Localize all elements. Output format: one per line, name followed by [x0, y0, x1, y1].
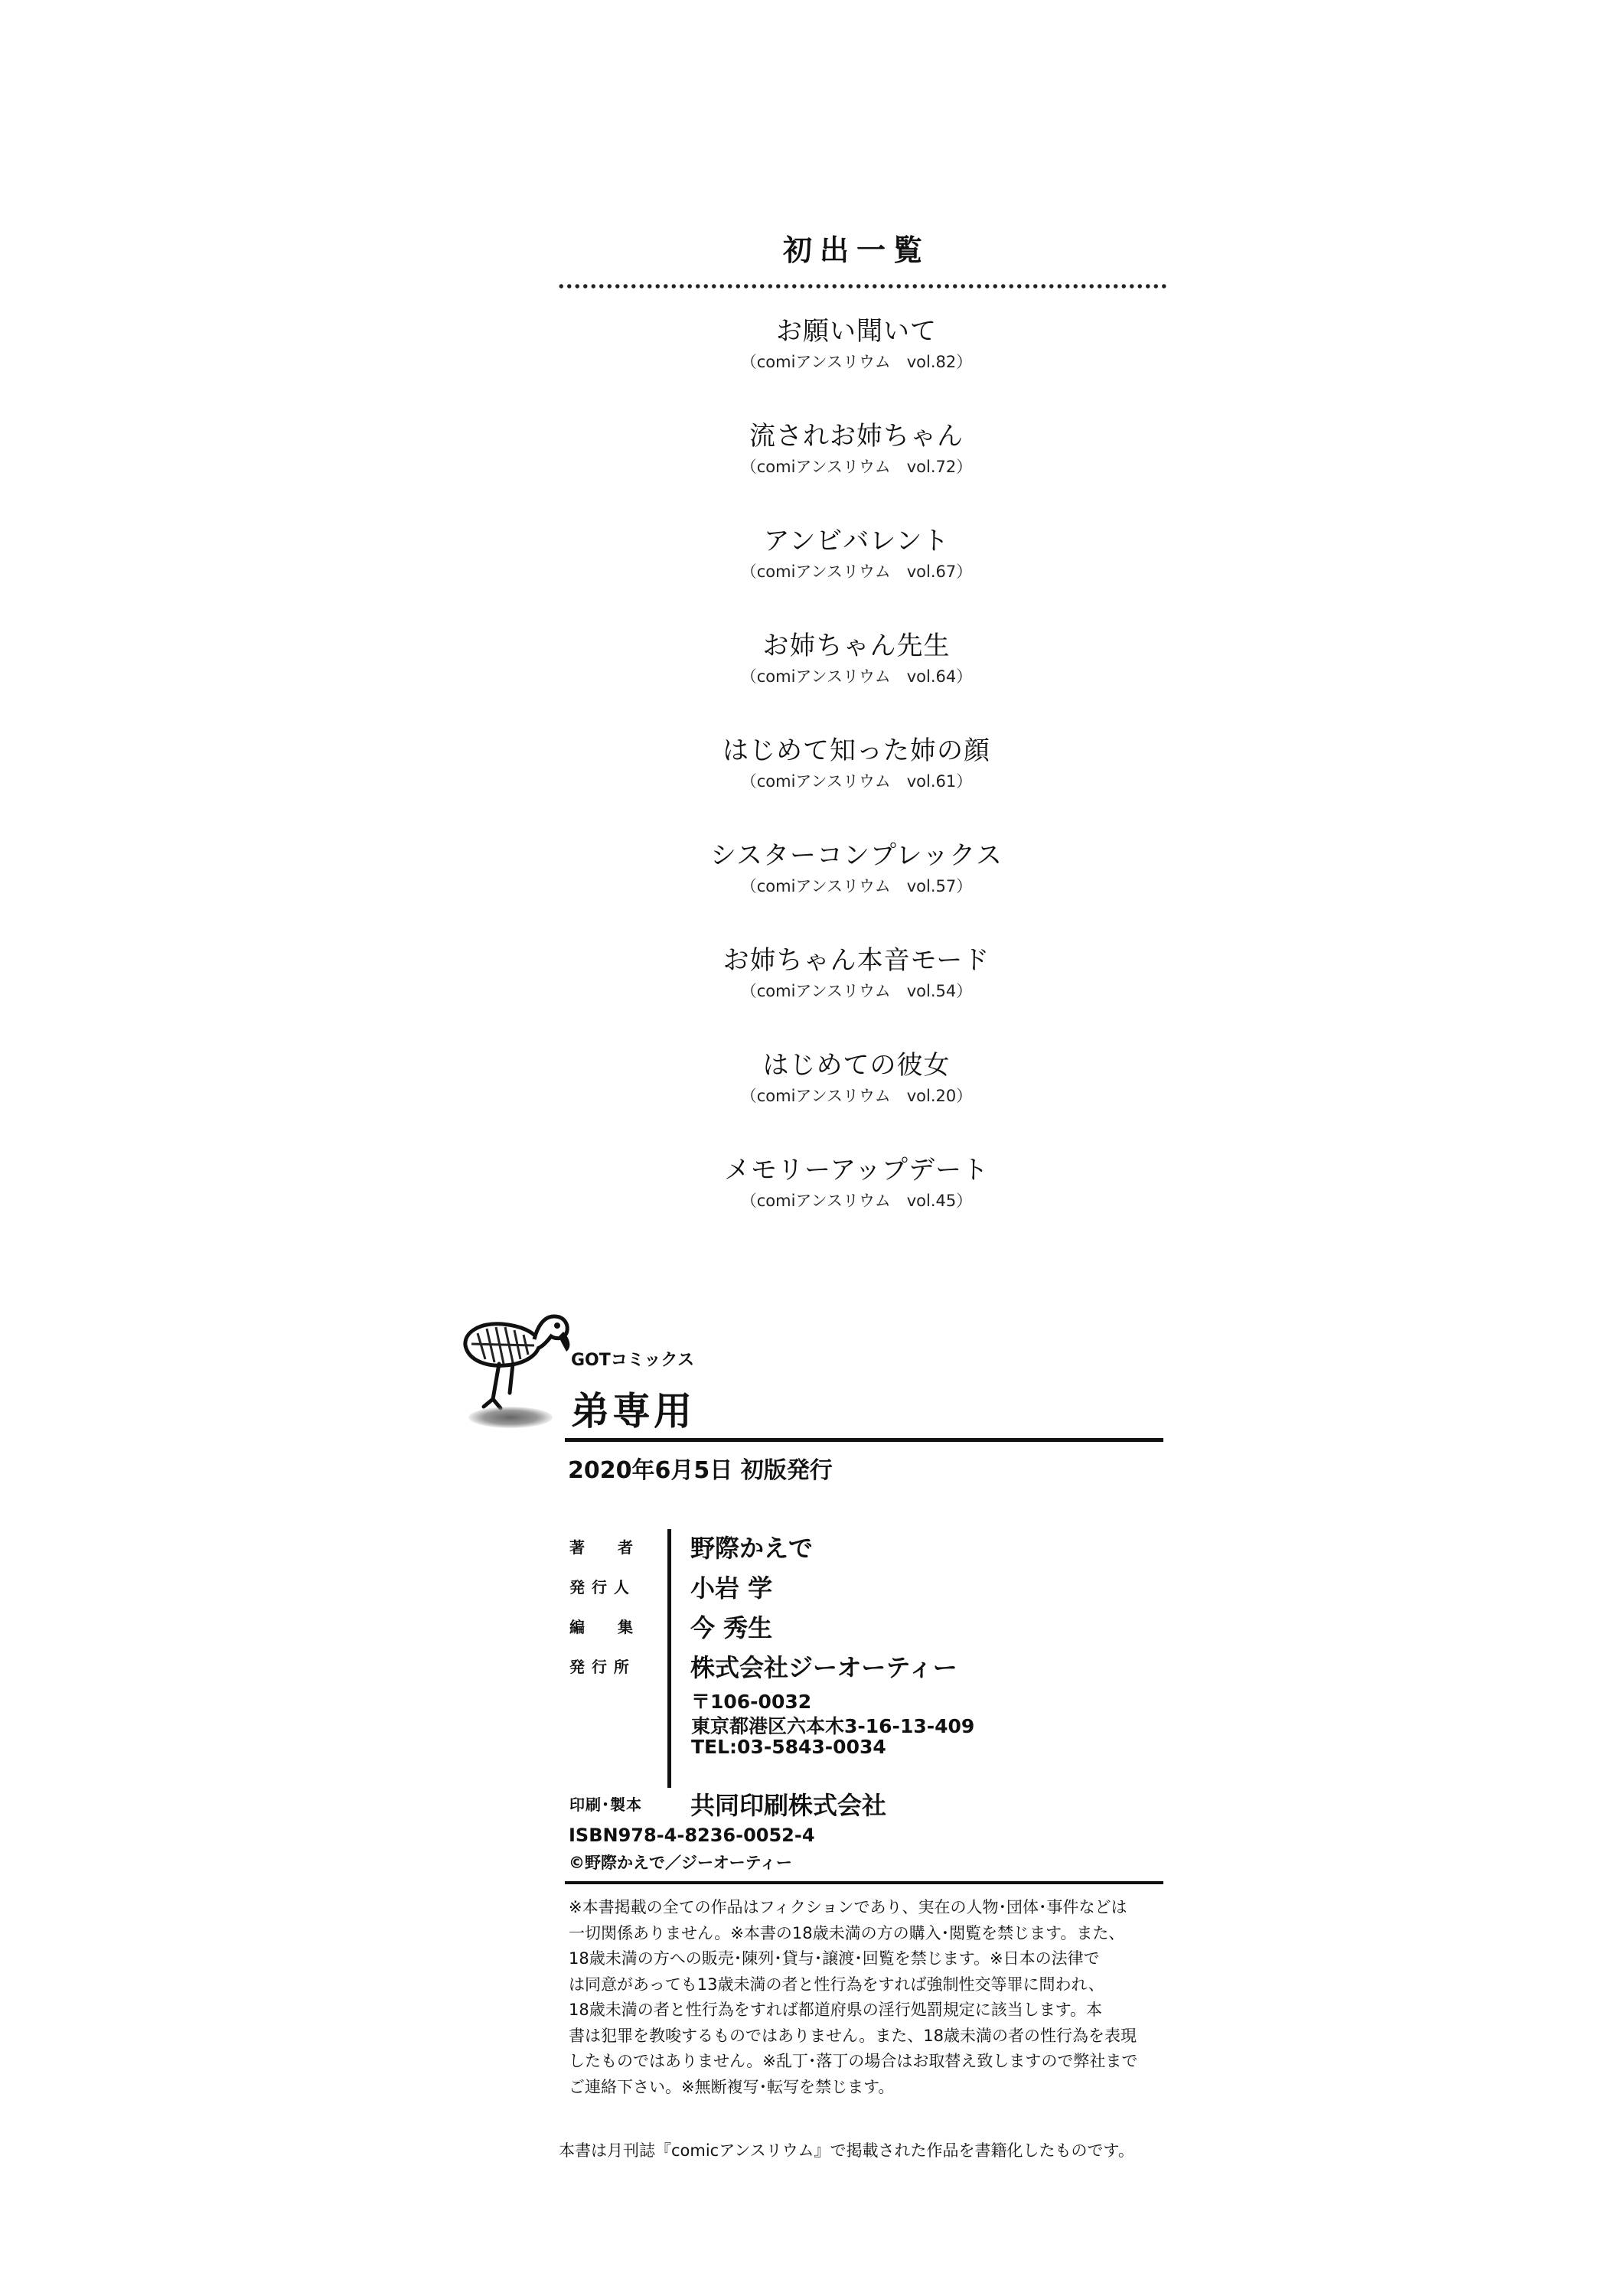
- notice-line: したものではありません。※乱丁･落丁の場合はお取替え致しますので弊社まで: [569, 2052, 1138, 2070]
- telephone: TEL:03-5843-0034: [691, 1736, 886, 1758]
- legal-notice: [569, 1895, 1181, 2100]
- credit-value: 今 秀生: [690, 1613, 773, 1642]
- footer-note: 本書は月刊誌『comicアンスリウム』で掲載された作品を書籍化したものです。: [559, 2141, 1134, 2160]
- first-appearance-item: [0, 312, 1618, 417]
- credit-key: 発 行 所: [569, 1658, 630, 1676]
- isbn: ISBN978-4-8236-0052-4: [569, 1825, 815, 1846]
- notice-line: は同意があっても13歳未満の者と性行為をすれば強制性交等罪に問われ、: [569, 1975, 1104, 1994]
- notice-line: 一切関係ありません。※本書の18歳未満の方の購入･閲覧を禁じます。また、: [569, 1923, 1125, 1942]
- credit-value: 株式会社ジーオーティー: [690, 1653, 957, 1682]
- story-source: （comiアンスリウム vol.61）: [740, 772, 973, 791]
- story-source: （comiアンスリウム vol.57）: [740, 877, 973, 895]
- notice-line: ※本書掲載の全ての作品はフィクションであり、実在の人物･団体･事件などは: [569, 1898, 1127, 1916]
- story-title: シスターコンプレックス: [710, 840, 1003, 871]
- notice-line: 書は犯罪を教唆するものではありません。また、18歳未満の者の性行為を表現: [569, 2026, 1137, 2045]
- book-title: 弟専用: [571, 1389, 695, 1433]
- first-appearance-item: [0, 417, 1618, 522]
- story-source: （comiアンスリウム vol.67）: [740, 563, 973, 581]
- first-appearance-item: [0, 522, 1618, 627]
- story-source: （comiアンスリウム vol.64）: [740, 667, 973, 686]
- first-appearances-list: [0, 312, 1618, 1256]
- story-source: （comiアンスリウム vol.45）: [740, 1192, 973, 1210]
- publication-date: 2020年6月5日 初版発行: [568, 1457, 833, 1484]
- credit-value: 野際かえで: [690, 1534, 814, 1563]
- credit-value: 小岩 学: [690, 1574, 773, 1603]
- story-title: アンビバレント: [763, 526, 950, 556]
- notice-line: 18歳未満の者と性行為をすれば都道府県の淫行処罰規定に該当します。本: [569, 2001, 1103, 2019]
- first-appearance-item: [0, 1151, 1618, 1256]
- story-source: （comiアンスリウム vol.20）: [740, 1087, 973, 1105]
- credit-value: 共同印刷株式会社: [690, 1791, 887, 1820]
- story-title: はじめての彼女: [762, 1050, 951, 1081]
- story-source: （comiアンスリウム vol.72）: [740, 458, 973, 476]
- title-rule: [565, 1438, 1163, 1442]
- story-title: お姉ちゃん本音モード: [723, 945, 990, 976]
- notice-line: 18歳未満の方への販売･陳列･貸与･譲渡･回覧を禁じます。※日本の法律で: [569, 1949, 1100, 1968]
- first-appearance-item: [0, 941, 1618, 1046]
- story-source: （comiアンスリウム vol.82）: [740, 353, 973, 371]
- credit-key: 発 行 人: [569, 1578, 630, 1596]
- notice-line: ご連絡下さい。※無断複写･転写を禁じます。: [569, 2077, 895, 2096]
- dotted-divider: [557, 283, 1166, 289]
- credit-key: 著 者: [569, 1538, 634, 1557]
- story-title: お姉ちゃん先生: [762, 631, 951, 661]
- first-appearance-item: [0, 837, 1618, 941]
- first-appearance-item: [0, 1046, 1618, 1151]
- notice-rule: [565, 1881, 1163, 1884]
- story-title: 流されお姉ちゃん: [749, 421, 964, 452]
- first-appearance-item: [0, 732, 1618, 837]
- credit-key: 編 集: [569, 1618, 634, 1636]
- story-title: メモリーアップデート: [724, 1155, 989, 1186]
- story-title: はじめて知った姉の顔: [723, 735, 990, 766]
- first-appearance-item: [0, 627, 1618, 732]
- address: 東京都港区六本木3-16-13-409: [691, 1715, 975, 1737]
- postal-code: 〒106-0032: [691, 1691, 812, 1713]
- credit-key: 印刷･製本: [569, 1795, 642, 1814]
- imprint-label: GOTコミックス: [571, 1351, 695, 1370]
- story-source: （comiアンスリウム vol.54）: [740, 982, 973, 1000]
- story-title: お願い聞いて: [776, 316, 937, 347]
- first-appearances-heading: 初出一覧: [782, 233, 930, 267]
- credits-divider: [667, 1529, 671, 1788]
- copyright: ©野際かえで／ジーオーティー: [569, 1854, 792, 1872]
- logo-shadow: [468, 1407, 553, 1428]
